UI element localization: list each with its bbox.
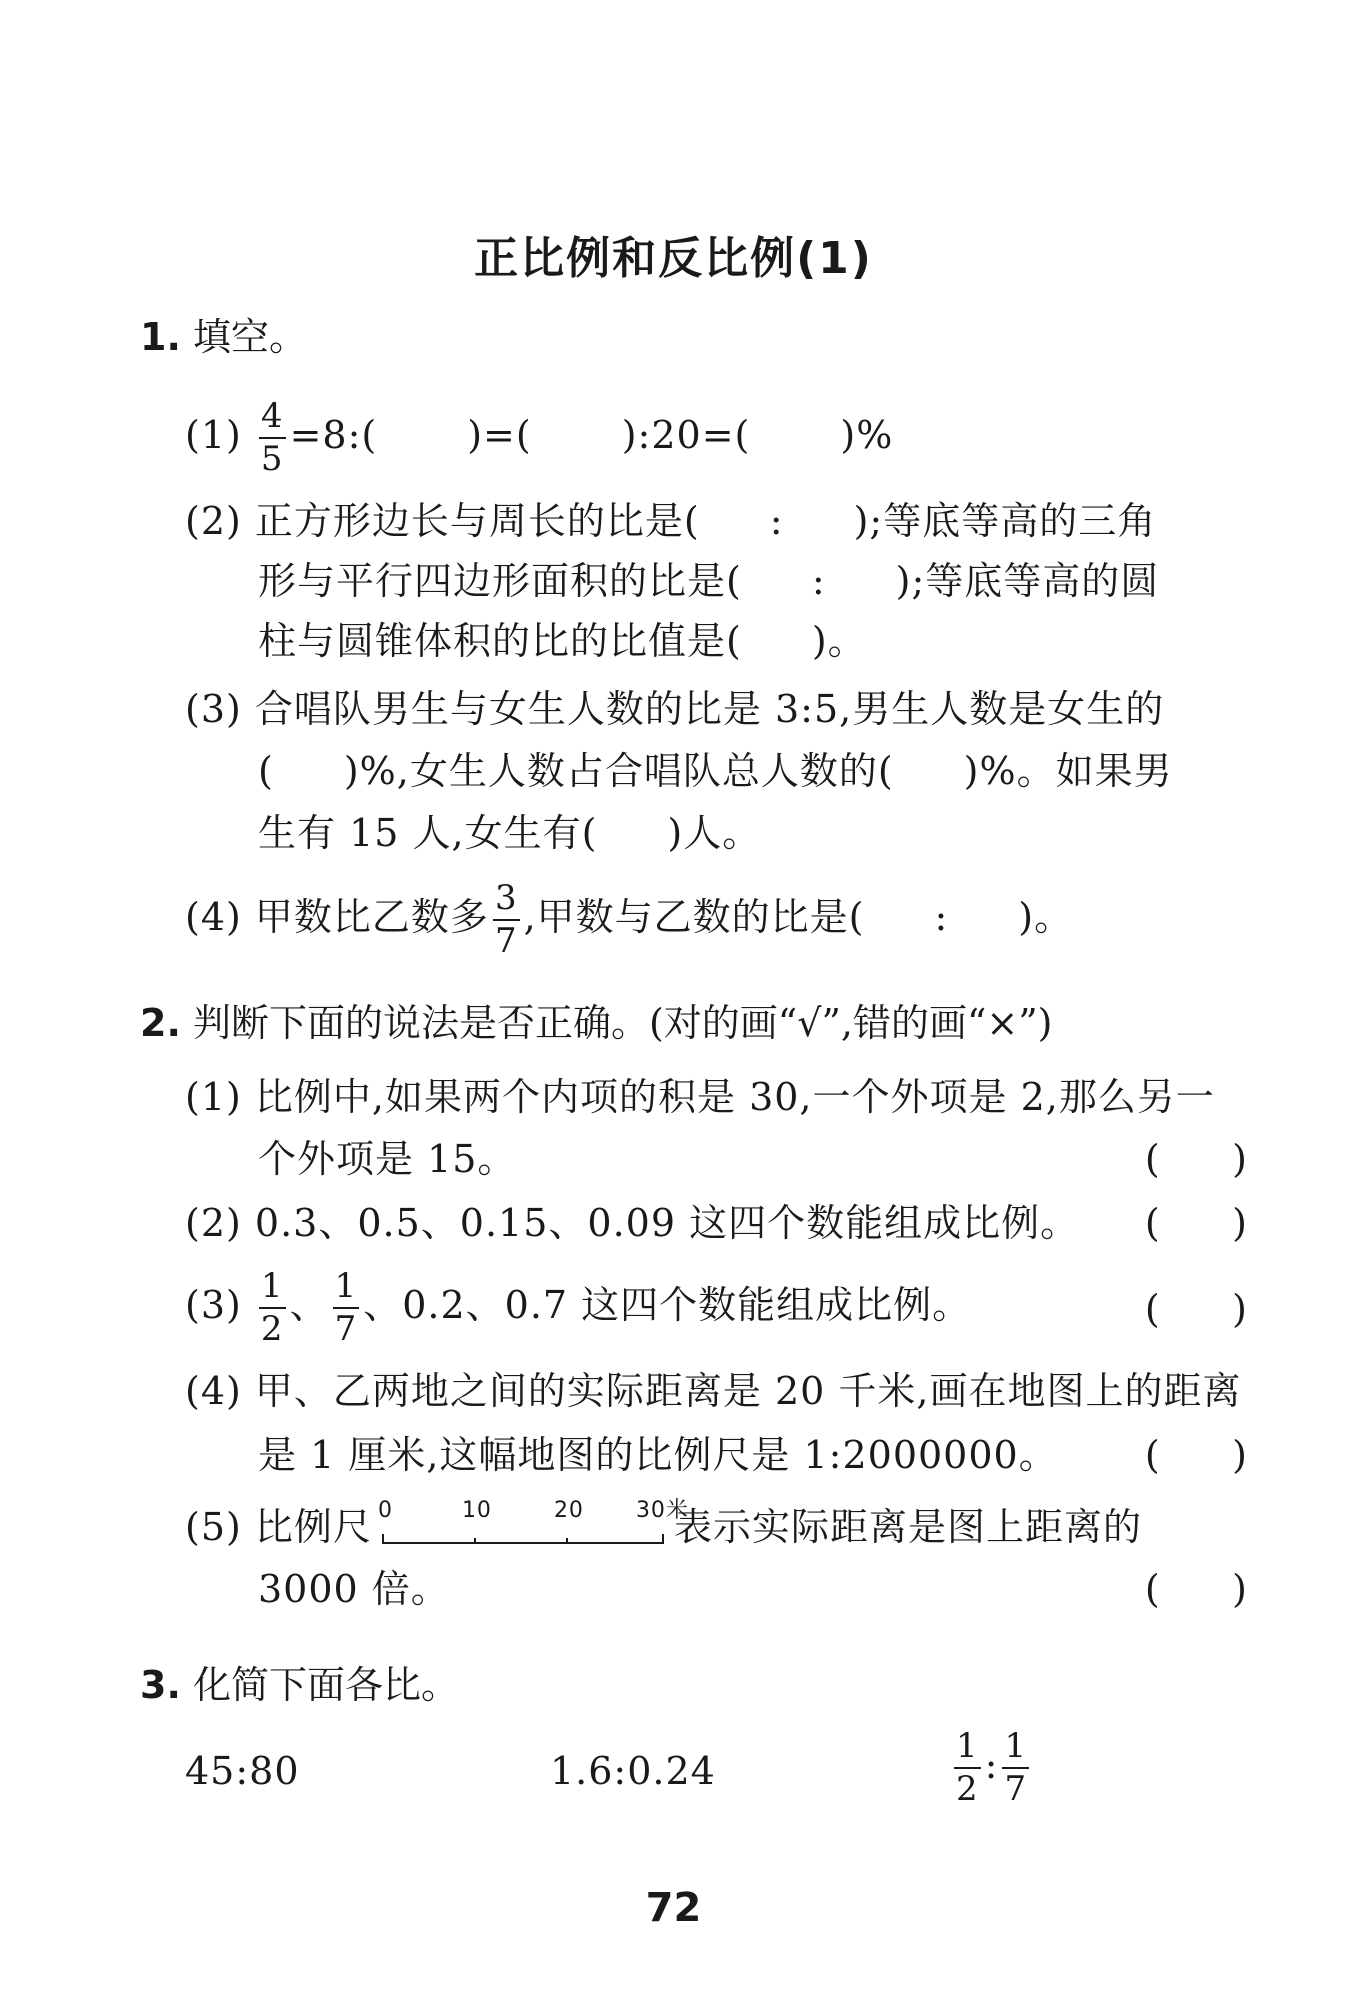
section-3-title: 化简下面各比。 [192,1663,459,1707]
q2-3-fraction-1 [259,1268,286,1349]
q2-3-f2-num: 1 [333,1268,360,1309]
q1-2-text-2a: 形与平行四边形面积的比是( [258,559,742,603]
section-1-title: 填空。 [192,315,307,359]
page-number: 72 [645,1885,702,1931]
scale-tick-0: 0 [377,1498,393,1523]
q2-5-text-2: 表示实际距离是图上距离的 [673,1505,1142,1549]
q1-2-text-3b: )。 [811,619,867,663]
ratio-item-3-fraction-2 [1002,1728,1029,1809]
q2-2-answer-paren[interactable]: ( ) [1144,1201,1247,1245]
q2-5-line2 [258,1567,450,1611]
q2-3-fraction-2 [333,1268,360,1349]
q1-4-text-4: )。 [1018,894,1074,939]
q1-2-text-2b: : [811,559,826,603]
q1-4-frac-num: 3 [493,880,520,921]
scale-tick-30: 30米 [635,1498,689,1523]
q1-1 [185,398,893,479]
q1-2-line1 [185,499,1157,543]
q2-3-f2-den: 7 [334,1309,358,1350]
q2-3-answer-paren[interactable]: ( ) [1144,1287,1247,1331]
q2-1-line1 [185,1075,1215,1119]
q2-5-answer-paren[interactable]: ( ) [1144,1567,1247,1611]
q1-2-line3 [258,619,867,663]
q1-3-text-3a: 生有 15 人,女生有( [258,811,598,855]
q2-3-f1-num: 1 [259,1268,286,1309]
q2-4-line2 [258,1433,1058,1477]
scale-tick-20: 20 [553,1498,584,1523]
q1-4-text-1: 甲数比乙数多 [254,894,489,939]
section-1-number: 1. [140,315,181,359]
ratio-item-3-f2-den: 7 [1004,1769,1028,1810]
ratio-item-1: 45:80 [185,1749,300,1793]
q2-3-label: (3) [185,1282,242,1327]
q2-3-text: 、0.2、0.7 这四个数能组成比例。 [363,1282,972,1327]
q1-2-text-2c: );等底等高的圆 [895,559,1160,603]
q2-5-line1 [185,1498,1142,1549]
ratio-item-3-fraction-1 [954,1728,981,1809]
q2-2 [185,1201,1080,1245]
q2-3-f1-den: 2 [260,1309,284,1350]
q1-4-frac-den: 7 [494,921,518,962]
q1-2-text-1c: );等底等高的三角 [853,499,1157,543]
q1-3-text-3b: )人。 [667,811,762,855]
ratio-item-2: 1.6:0.24 [550,1749,716,1793]
q2-1-text-1: 比例中,如果两个内项的积是 30,一个外项是 2,那么另一 [254,1075,1215,1119]
section-2-title: 判断下面的说法是否正确。(对的画“√”,错的画“×”) [192,1001,1053,1045]
q1-2-label: (2) [185,499,242,543]
q2-1-answer-paren[interactable]: ( ) [1144,1137,1247,1181]
q1-4-text-2: ,甲数与乙数的比是( [523,894,865,939]
q1-2-text-1b: : [769,499,784,543]
ratio-item-3 [950,1728,1033,1809]
q1-4-text-3: : [934,894,949,939]
q2-5-text-3: 3000 倍。 [258,1567,450,1611]
q2-3-sep: 、 [289,1282,329,1327]
scale-bar-mark-20 [566,1538,568,1544]
page-title: 正比例和反比例(1) [474,233,873,284]
q2-2-text: 0.3、0.5、0.15、0.09 这四个数能组成比例。 [254,1201,1080,1245]
q1-1-part1: =8:( [289,412,378,457]
section-2-number: 2. [140,1001,181,1045]
q2-4-answer-paren[interactable]: ( ) [1144,1433,1247,1477]
section-3-heading [140,1663,459,1707]
q2-3 [185,1268,971,1349]
q1-2-text-3a: 柱与圆锥体积的比的比值是( [258,619,742,663]
ratio-item-3-f2-num: 1 [1002,1728,1029,1769]
q1-3-text-2c: )%。如果男 [963,749,1173,793]
q1-3-text-2b: )%,女生人数占合唱队总人数的( [343,749,894,793]
q1-1-frac-num: 4 [259,398,286,439]
q2-2-label: (2) [185,1201,242,1245]
section-1-heading [140,315,307,359]
q2-4-label: (4) [185,1369,242,1413]
q2-5-label: (5) [185,1505,242,1549]
q1-1-part3: ):20=( [621,412,751,457]
q1-1-part4: )% [840,412,894,457]
scale-bar [377,1498,689,1546]
q2-4-text-2: 是 1 厘米,这幅地图的比例尺是 1:2000000。 [258,1433,1058,1477]
q1-3-line1 [185,687,1165,731]
section-3-number: 3. [140,1663,181,1707]
q2-4-text-1: 甲、乙两地之间的实际距离是 20 千米,画在地图上的距离 [254,1369,1242,1413]
q2-1-label: (1) [185,1075,242,1119]
ratio-item-3-colon: : [984,1742,999,1787]
q1-3-text-1: 合唱队男生与女生人数的比是 3:5,男生人数是女生的 [254,687,1165,731]
q2-4-line1 [185,1369,1242,1413]
ratio-item-3-f1-den: 2 [956,1769,979,1810]
ratio-item-3-f1-num: 1 [954,1728,981,1769]
section-2-heading [140,1001,1053,1045]
q1-1-label: (1) [185,412,242,457]
q1-2-text-1a: 正方形边长与周长的比是( [254,499,700,543]
q2-5-text-1: 比例尺 [254,1505,372,1549]
q1-4-fraction [493,880,520,961]
q1-2-line2 [258,559,1160,603]
q1-3-line2 [258,749,1173,793]
q1-3-label: (3) [185,687,242,731]
scale-bar-mark-10 [474,1538,476,1544]
q1-4-label: (4) [185,894,242,939]
q1-1-fraction [259,398,286,479]
q1-1-frac-den: 5 [260,439,284,480]
q1-1-part2: )=( [467,412,532,457]
scale-tick-10: 10 [461,1498,492,1523]
q1-3-text-2a: ( [258,749,274,793]
scale-bar-line [382,1534,664,1544]
q1-4 [185,880,1073,961]
q2-1-line2 [258,1137,517,1181]
q1-3-line3 [258,811,762,855]
q2-1-text-2: 个外项是 15。 [258,1137,517,1181]
